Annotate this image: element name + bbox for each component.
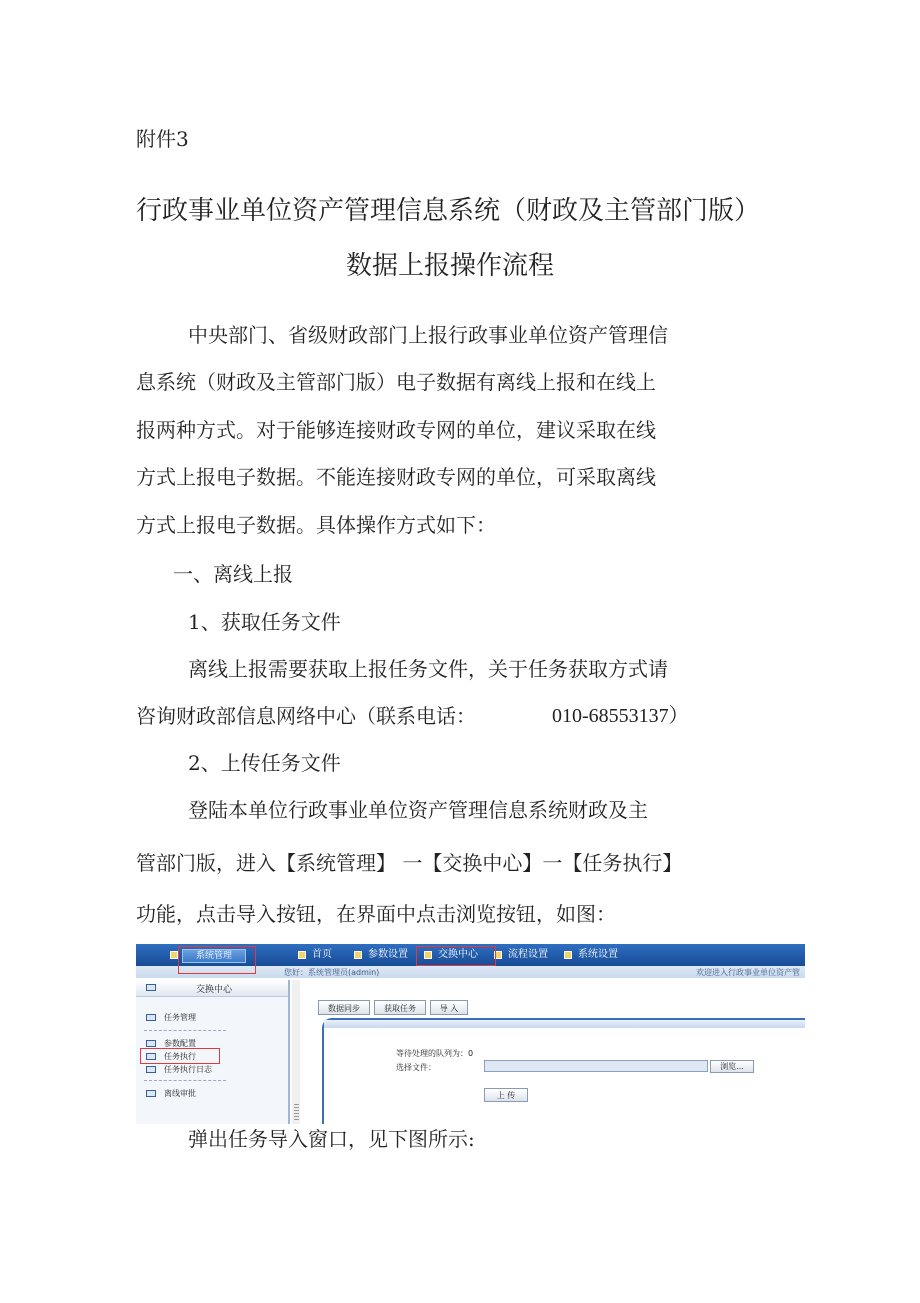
- intro-line-3: 报两种方式。对于能够连接财政专网的单位，建议采取在线: [136, 418, 656, 442]
- params-icon: [354, 951, 362, 959]
- contact-phone: 010-68553137）: [552, 705, 689, 727]
- import-panel: [322, 1018, 805, 1124]
- upload-button[interactable]: 上 传: [484, 1088, 528, 1102]
- sidebar-item-param-config[interactable]: 参数配置: [164, 1039, 196, 1048]
- subsection-upload-heading: 2、上传任务文件: [188, 751, 341, 775]
- folder-icon: [146, 1040, 156, 1047]
- highlight-system-management: [178, 946, 256, 974]
- attachment-label: 附件3: [136, 127, 189, 151]
- sidebar-divider: [144, 1030, 226, 1031]
- folder-icon: [146, 1066, 156, 1073]
- folder-icon: [146, 1090, 156, 1097]
- settings-icon: [564, 951, 572, 959]
- home-icon: [298, 951, 306, 959]
- data-sync-button[interactable]: 数据同步: [318, 1000, 370, 1015]
- after-image-caption: 弹出任务导入窗口，见下图所示:: [188, 1127, 475, 1151]
- sidebar-divider: [144, 1080, 226, 1081]
- get-task-line-2: 咨询财政部信息网络中心（联系电话：: [136, 704, 476, 728]
- panel-header: [324, 1020, 805, 1028]
- nav-system-settings[interactable]: 系统设置: [578, 949, 618, 960]
- intro-line-2: 息系统（财政及主管部门版）电子数据有离线上报和在线上: [136, 370, 656, 394]
- sidebar-item-offline-review[interactable]: 离线审批: [164, 1089, 196, 1098]
- upload-line-1: 登陆本单位行政事业单位资产管理信息系统财政及主: [188, 798, 648, 822]
- browse-button[interactable]: 浏览...: [710, 1060, 754, 1073]
- nav-params[interactable]: 参数设置: [368, 949, 408, 960]
- folder-icon: [146, 984, 156, 991]
- doc-title-line1: 行政事业单位资产管理信息系统（财政及主管部门版）: [136, 196, 761, 226]
- nav-star-icon: [170, 951, 178, 959]
- sidebar-header: [136, 980, 288, 997]
- embedded-screenshot: [136, 944, 805, 1124]
- nav-home[interactable]: 首页: [312, 949, 332, 960]
- scroll-grip-icon[interactable]: [294, 1104, 299, 1120]
- section-offline-heading: 一、离线上报: [173, 562, 293, 586]
- subsection-get-task-heading: 1、获取任务文件: [188, 610, 341, 634]
- sidebar-item-task-log[interactable]: 任务执行日志: [164, 1065, 212, 1074]
- folder-icon: [146, 1014, 156, 1021]
- nav-system-management[interactable]: 系统管理: [182, 949, 246, 963]
- get-task-button[interactable]: 获取任务: [374, 1000, 426, 1015]
- sidebar-item-task-execution[interactable]: 任务执行: [164, 1052, 196, 1061]
- intro-line-5: 方式上报电子数据。具体操作方式如下：: [136, 513, 496, 537]
- sidebar-scrollbar[interactable]: [292, 980, 300, 1124]
- get-task-line-1: 离线上报需要获取上报任务文件，关于任务获取方式请: [188, 657, 668, 681]
- doc-title-line2: 数据上报操作流程: [346, 251, 555, 281]
- highlight-task-execution: [140, 1048, 220, 1064]
- queue-count-label: 等待处理的队列为：0: [396, 1049, 474, 1058]
- upload-line-2: 管部门版，进入【系统管理】 一【交换中心】一【任务执行】: [136, 851, 683, 875]
- sidebar-item-task-management[interactable]: 任务管理: [164, 1013, 196, 1022]
- intro-line-1: 中央部门、省级财政部门上报行政事业单位资产管理信: [188, 323, 668, 347]
- file-path-input[interactable]: [484, 1060, 708, 1072]
- upload-line-3: 功能，点击导入按钮，在界面中点击浏览按钮，如图：: [136, 902, 616, 926]
- welcome-text: 欢迎进入行政事业单位资产管: [696, 968, 800, 977]
- sidebar-header-label: 交换中心: [196, 985, 233, 995]
- highlight-exchange-center: [416, 946, 496, 966]
- user-greeting: 您好：系统管理员(admin): [284, 968, 380, 977]
- select-file-label: 选择文件：: [396, 1063, 436, 1072]
- intro-line-4: 方式上报电子数据。不能连接财政专网的单位，可采取离线: [136, 465, 656, 489]
- import-button[interactable]: 导 入: [430, 1000, 468, 1015]
- nav-workflow[interactable]: 流程设置: [508, 949, 548, 960]
- nav-exchange-center[interactable]: 交换中心: [438, 949, 478, 960]
